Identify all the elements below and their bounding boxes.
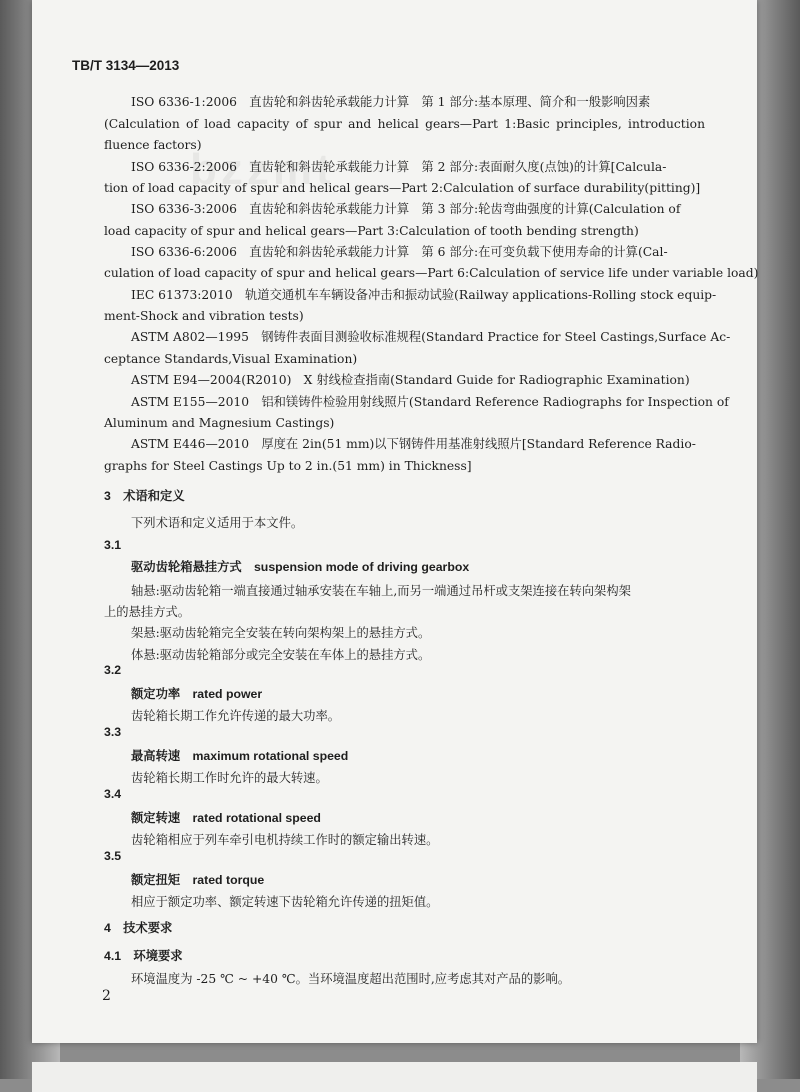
reference-line: ISO 6336-2:2006 直齿轮和斜齿轮承载能力计算 第 2 部分:表面耐久度(点蚀)的计算[Calcula-	[131, 160, 667, 174]
term-title: 额定功率 rated power	[131, 687, 263, 701]
definition-line: 齿轮箱长期工作允许传递的最大功率。	[131, 709, 341, 723]
definition-line: 轴悬:驱动齿轮箱一端直接通过轴承安装在车轴上,而另一端通过吊杆或支架连接在转向架构架	[131, 584, 631, 598]
reference-line: fluence factors)	[104, 138, 202, 152]
definition-line: 架悬:驱动齿轮箱完全安装在转向架构架上的悬挂方式。	[131, 626, 431, 640]
reference-line: ASTM A802—1995 钢铸件表面目测验收标准规程(Standard Practice for Steel Castings,Surface Ac-	[131, 330, 731, 344]
section-heading: 4 技术要求	[104, 921, 173, 935]
reference-line: IEC 61373:2010 轨道交通机车车辆设备冲击和振动试验(Railway applications-Rolling stock equip-	[131, 288, 717, 302]
reference-line: ISO 6336-3:2006 直齿轮和斜齿轮承载能力计算 第 3 部分:轮齿弯曲强度的计算(Calculation of	[131, 202, 681, 216]
section-heading: 3 术语和定义	[104, 489, 185, 503]
definition-line: 齿轮箱长期工作时允许的最大转速。	[131, 771, 328, 785]
term-title: 额定扭矩 rated torque	[131, 873, 265, 887]
reference-line: Aluminum and Magnesium Castings)	[104, 416, 335, 430]
reference-line: load capacity of spur and helical gears—Part 3:Calculation of tooth bending strength)	[104, 224, 639, 238]
reference-line: ASTM E94—2004(R2010) X 射线检查指南(Standard Guide for Radiographic Examination)	[131, 373, 690, 387]
clause-number: 3.4	[104, 787, 122, 801]
reference-line: ISO 6336-1:2006 直齿轮和斜齿轮承载能力计算 第 1 部分:基本原理、简介和一般影响因素	[131, 95, 651, 109]
term-title: 额定转速 rated rotational speed	[131, 811, 321, 825]
reference-line: culation of load capacity of spur and helical gears—Part 6:Calculation of service life under variable load)	[104, 266, 759, 280]
clause-number: 3.1	[104, 538, 122, 552]
clause-number: 3.3	[104, 725, 122, 739]
next-page-edge	[32, 1062, 757, 1092]
reference-line: ISO 6336-6:2006 直齿轮和斜齿轮承载能力计算 第 6 部分:在可变负载下使用寿命的计算(Cal-	[131, 245, 668, 259]
reference-line: graphs for Steel Castings Up to 2 in.(51 mm) in Thickness]	[104, 459, 472, 473]
definition-line: 齿轮箱相应于列车牵引电机持续工作时的额定输出转速。	[131, 833, 439, 847]
watermark: bzzmt	[190, 145, 335, 194]
definition-line: 上的悬挂方式。	[104, 605, 191, 619]
page-number: 2	[102, 988, 111, 1004]
term-title: 最高转速 maximum rotational speed	[131, 749, 349, 763]
definition-line: 体悬:驱动齿轮箱部分或完全安装在车体上的悬挂方式。	[131, 648, 431, 662]
reference-line: (Calculation of load capacity of spur and helical gears—Part 1:Basic principles, introduction	[104, 117, 705, 131]
definition-line: 相应于额定功率、额定转速下齿轮箱允许传递的扭矩值。	[131, 895, 439, 909]
reference-line: ceptance Standards,Visual Examination)	[104, 352, 358, 366]
clause-number: 3.5	[104, 849, 122, 863]
reference-line: ment-Shock and vibration tests)	[104, 309, 304, 323]
subsection-heading: 4.1 环境要求	[104, 949, 183, 963]
reference-line: ASTM E155—2010 铝和镁铸件检验用射线照片(Standard Reference Radiographs for Inspection of	[131, 395, 729, 409]
paragraph: 环境温度为 -25 ℃ ~ +40 ℃。当环境温度超出范围时,应考虑其对产品的影响。	[131, 972, 571, 986]
reference-line: ASTM E446—2010 厚度在 2in(51 mm)以下钢铸件用基准射线照片[Standard Reference Radio-	[131, 437, 696, 451]
term-title: 驱动齿轮箱悬挂方式 suspension mode of driving gearbox	[131, 560, 470, 574]
clause-number: 3.2	[104, 663, 122, 677]
standard-header: TB/T 3134—2013	[72, 58, 180, 73]
paragraph: 下列术语和定义适用于本文件。	[131, 516, 304, 530]
reference-line: tion of load capacity of spur and helical gears—Part 2:Calculation of surface durability(pitting)]	[104, 181, 701, 195]
